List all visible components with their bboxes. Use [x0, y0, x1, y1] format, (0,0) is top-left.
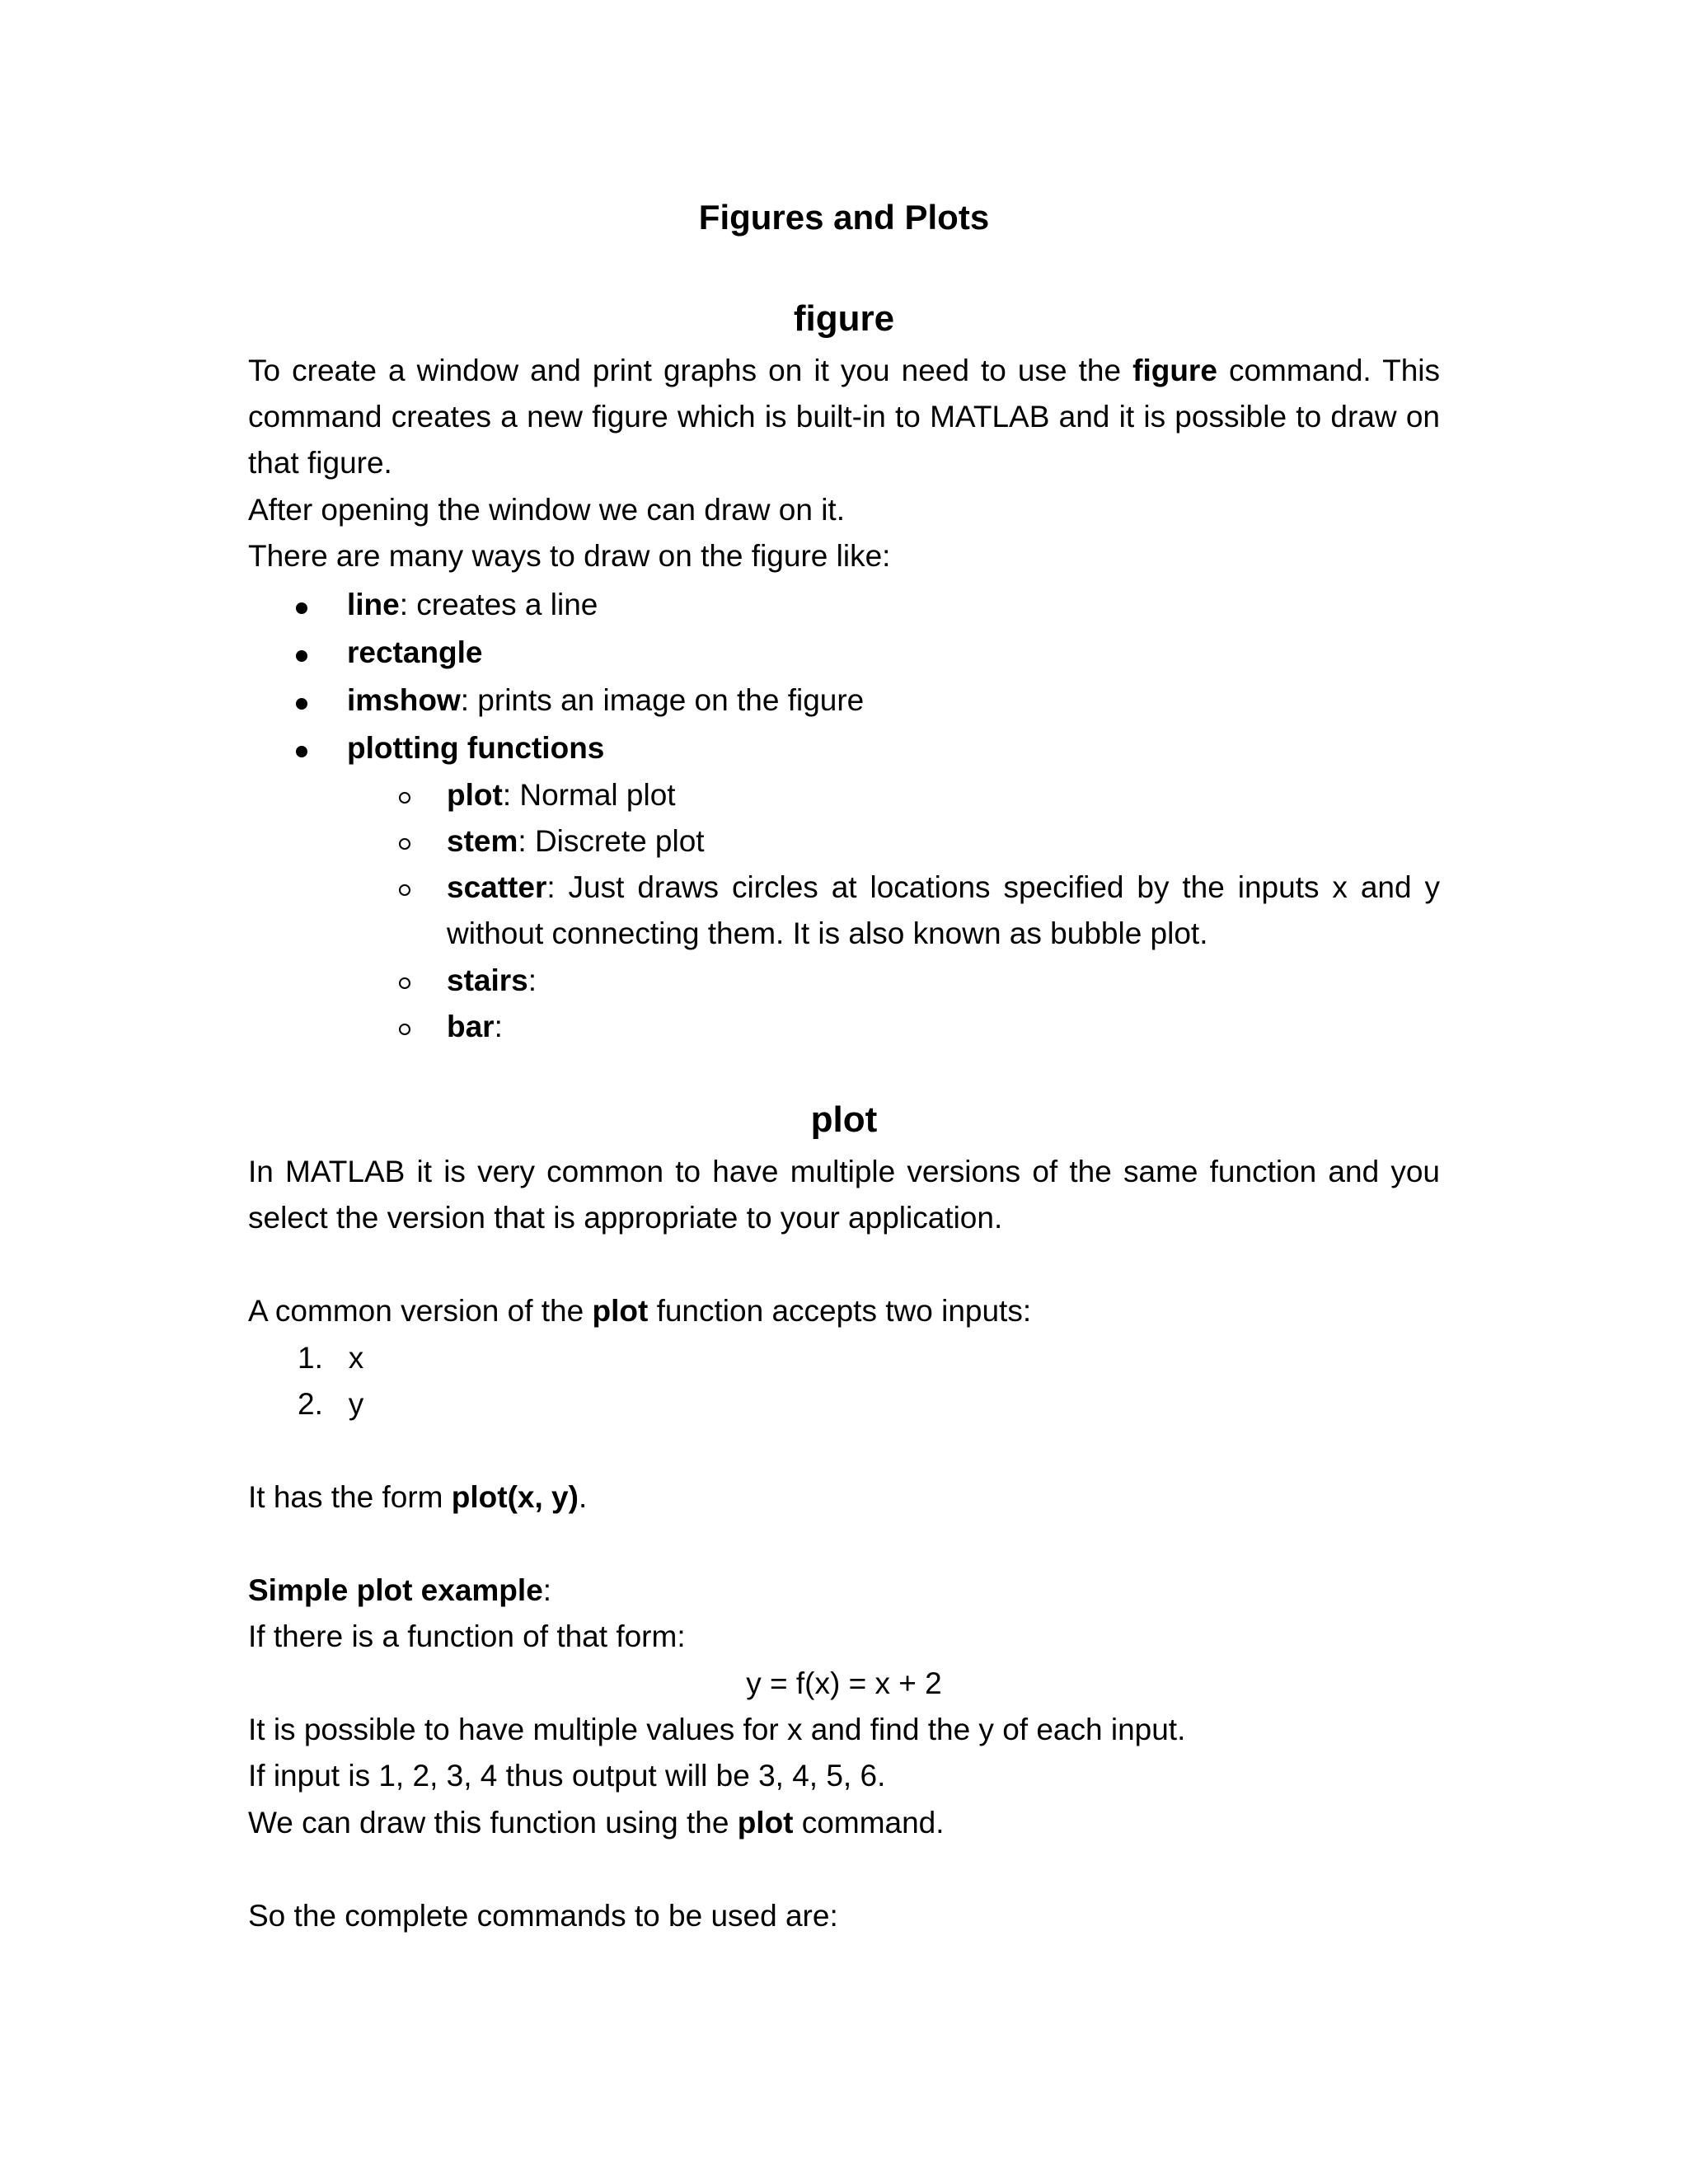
common-version-line: [248, 1293, 1031, 1329]
bullet-desc: : prints an image on the figure: [460, 683, 865, 717]
input-output-line: If input is 1, 2, 3, 4 thus output will be 3, 4, 5, 6.: [248, 1759, 886, 1793]
figure-para-line-3: that figure.: [248, 446, 392, 480]
sub-bullet-term: bar: [447, 1010, 495, 1043]
text-run: command. This: [1228, 354, 1440, 387]
bullet-dot: [296, 746, 307, 757]
draw-command-line: [248, 1805, 945, 1841]
bullet-desc: : creates a line: [399, 588, 598, 621]
function-form-line: If there is a function of that form:: [248, 1619, 686, 1653]
text-run: A common version of the: [248, 1294, 584, 1328]
bullet-item-plotting-functions: [347, 730, 604, 766]
section-heading-plot: plot: [810, 1099, 878, 1140]
sub-bullet-term: scatter: [447, 870, 547, 904]
bullet-dot: [296, 650, 307, 662]
text-run: To create a window and print graphs on it you need to use the: [248, 354, 1122, 387]
bullet-term: rectangle: [347, 635, 483, 669]
sub-bullet-circle: [399, 838, 410, 850]
plot-para-line-2: select the version that is appropriate to your application.: [248, 1201, 1003, 1235]
bullet-dot: [296, 698, 307, 710]
sub-bullet-circle: [399, 977, 410, 989]
sub-bullet-term: stem: [447, 824, 518, 858]
bold-term-plot: plot: [592, 1294, 649, 1328]
bullet-item-line: [347, 587, 598, 623]
text-run: It has the form: [248, 1480, 443, 1514]
sub-bullet-desc: :: [528, 963, 537, 997]
sub-bullet-circle: [399, 1024, 410, 1035]
sub-bullet-desc: : Just draws circles at locations specified by the inputs x and y: [546, 870, 1440, 904]
complete-commands-line: So the complete commands to be used are:: [248, 1899, 838, 1933]
item-number: 2.: [298, 1387, 323, 1421]
bullet-item-rectangle: [347, 635, 483, 671]
bullet-term: plotting functions: [347, 731, 605, 765]
sub-bullet-circle: [399, 884, 410, 896]
bold-code-plot-xy: plot(x, y): [451, 1480, 579, 1514]
sub-bullet-desc: : Normal plot: [502, 778, 676, 812]
bullet-term: imshow: [347, 683, 461, 717]
bold-term-plot: plot: [737, 1806, 794, 1840]
figure-para-line-1: [248, 353, 1440, 389]
numbered-item-1: [298, 1340, 363, 1376]
equation: y = f(x) = x + 2: [746, 1666, 942, 1700]
text-run: .: [578, 1480, 588, 1514]
text-run: function accepts two inputs:: [656, 1294, 1032, 1328]
item-value: x: [348, 1341, 364, 1375]
figure-para-line-2: command creates a new figure which is built-in to MATLAB and it is possible to draw on: [248, 400, 1440, 434]
many-ways-line: There are many ways to draw on the figure like:: [248, 539, 891, 573]
sub-bullet-circle: [399, 792, 410, 804]
sub-bullet-bar: [447, 1009, 503, 1045]
numbered-item-2: [298, 1386, 363, 1422]
form-line: [248, 1479, 587, 1516]
bullet-dot: [296, 602, 307, 614]
bold-label: Simple plot example: [248, 1573, 543, 1607]
text-run: :: [542, 1573, 552, 1607]
multiple-values-line: It is possible to have multiple values for x and find the y of each input.: [248, 1713, 1186, 1746]
sub-bullet-term: plot: [447, 778, 503, 812]
after-opening-line: After opening the window we can draw on it.: [248, 493, 845, 527]
bullet-term: line: [347, 588, 400, 621]
sub-bullet-scatter-line-2: without connecting them. It is also known as bubble plot.: [447, 916, 1208, 950]
sub-bullet-stem: [447, 823, 705, 860]
text-run: We can draw this function using the: [248, 1806, 729, 1840]
sub-bullet-term: stairs: [447, 963, 528, 997]
plot-para-line-1: In MATLAB it is very common to have multiple versions of the same function and you: [248, 1155, 1440, 1188]
page-title: Figures and Plots: [698, 198, 990, 237]
item-number: 1.: [298, 1341, 323, 1375]
bold-term-figure: figure: [1132, 354, 1217, 387]
sub-bullet-desc: :: [494, 1010, 503, 1043]
simple-plot-example-label: [248, 1572, 551, 1609]
bullet-item-imshow: [347, 682, 864, 719]
sub-bullet-stairs: [447, 963, 537, 999]
item-value: y: [348, 1387, 364, 1421]
sub-bullet-desc: : Discrete plot: [518, 824, 705, 858]
section-heading-figure: figure: [793, 298, 895, 339]
sub-bullet-scatter-line-1: [447, 869, 1440, 906]
text-run: command.: [801, 1806, 945, 1840]
sub-bullet-plot: [447, 777, 676, 813]
